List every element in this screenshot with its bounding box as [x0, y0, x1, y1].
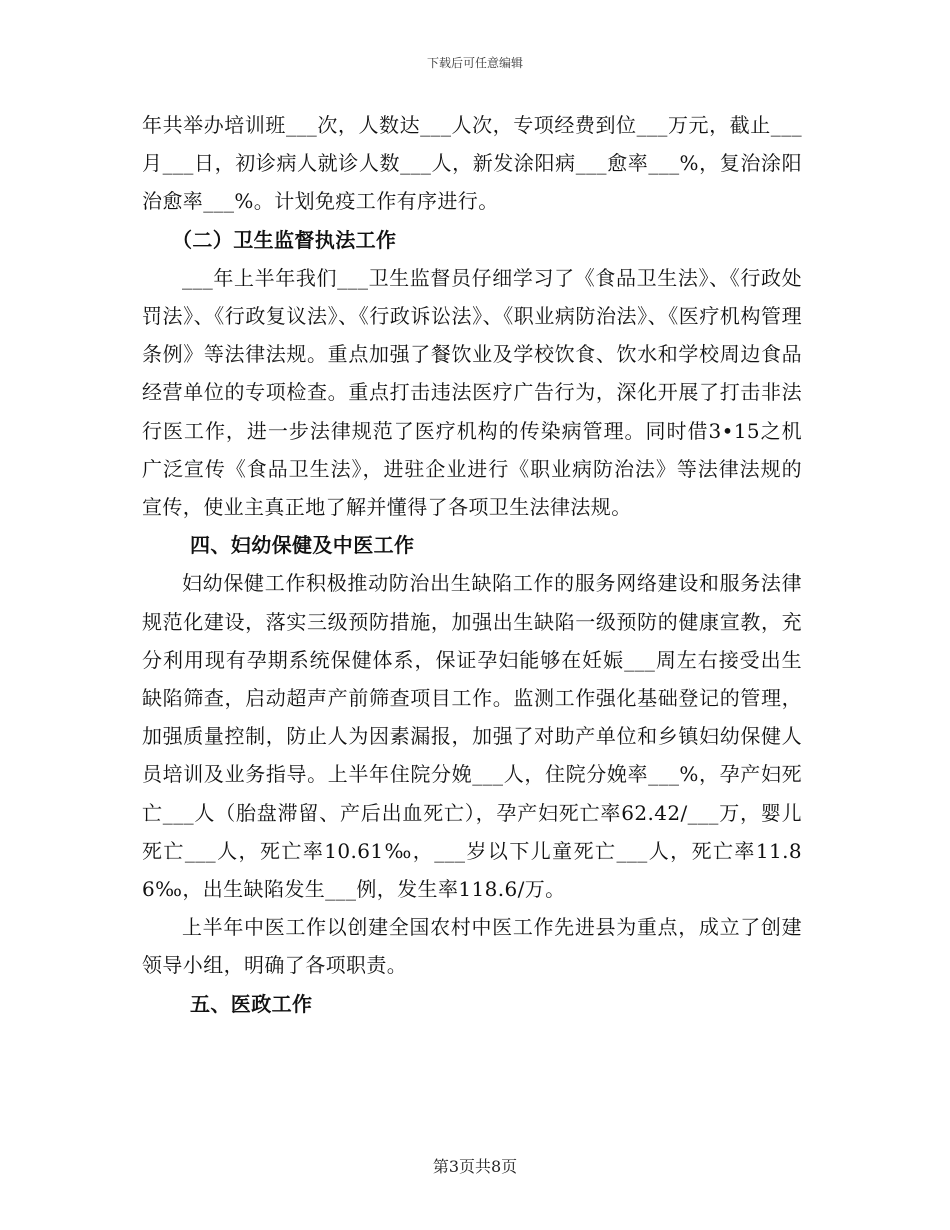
document-body: [142, 106, 802, 1023]
paragraph-training-stats: 年共举办培训班___次，人数达___人次，专项经费到位___万元，截止___月___日，初诊病人就诊人数___人，新发涂阳病___愈率___%，复治涂阳治愈率___%。计划免疫工作有序进行。: [142, 113, 802, 214]
page-number: 第3页共8页: [432, 1157, 518, 1176]
section-heading-health-supervision: （二）卫生监督执法工作: [172, 227, 397, 252]
paragraph-health-supervision: ___年上半年我们___卫生监督员仔细学习了《食品卫生法》、《行政处罚法》、《行政复议法》、《行政诉讼法》、《职业病防治法》、《医疗机构管理条例》等法律法规。重点加强了餐饮业及学校饮食、饮水和学校周边食品经营单位的专项检查。重点打击违法医疗广告行为，深化开展了打击非法行医工作，进一步法律规范了医疗机构的传染病管理。同时借3•15之机广泛宣传《食品卫生法》，进驻企业进行《职业病防治法》等法律法规的宣传，使业主真正地了解并懂得了各项卫生法律法规。: [142, 265, 802, 520]
section-heading-medical-administration: 五、医政工作: [190, 991, 313, 1016]
section-heading-maternal-child-health: 四、妇幼保健及中医工作: [190, 533, 415, 558]
header-note: 下载后可任意编辑: [426, 56, 523, 70]
paragraph-maternal-child-health: 妇幼保健工作积极推动防治出生缺陷工作的服务网络建设和服务法律规范化建设，落实三级预防措施，加强出生缺陷一级预防的健康宣教，充分利用现有孕期系统保健体系，保证孕妇能够在妊娠___周左右接受出生缺陷筛查，启动超声产前筛查项目工作。监测工作强化基础登记的管理，加强质量控制，防止人为因素漏报，加强了对助产单位和乡镇妇幼保健人员培训及业务指导。上半年住院分娩___人，住院分娩率___%，孕产妇死亡___人（胎盘滞留、产后出血死亡），孕产妇死亡率62.42/___万，婴儿死亡___人，死亡率10.61‰，___岁以下儿童死亡___人，死亡率11.86‰，出生缺陷发生___例，发生率118.6/万。: [142, 571, 802, 902]
paragraph-tcm-work: 上半年中医工作以创建全国农村中医工作先进县为重点，成立了创建领导小组，明确了各项职责。: [142, 915, 802, 978]
